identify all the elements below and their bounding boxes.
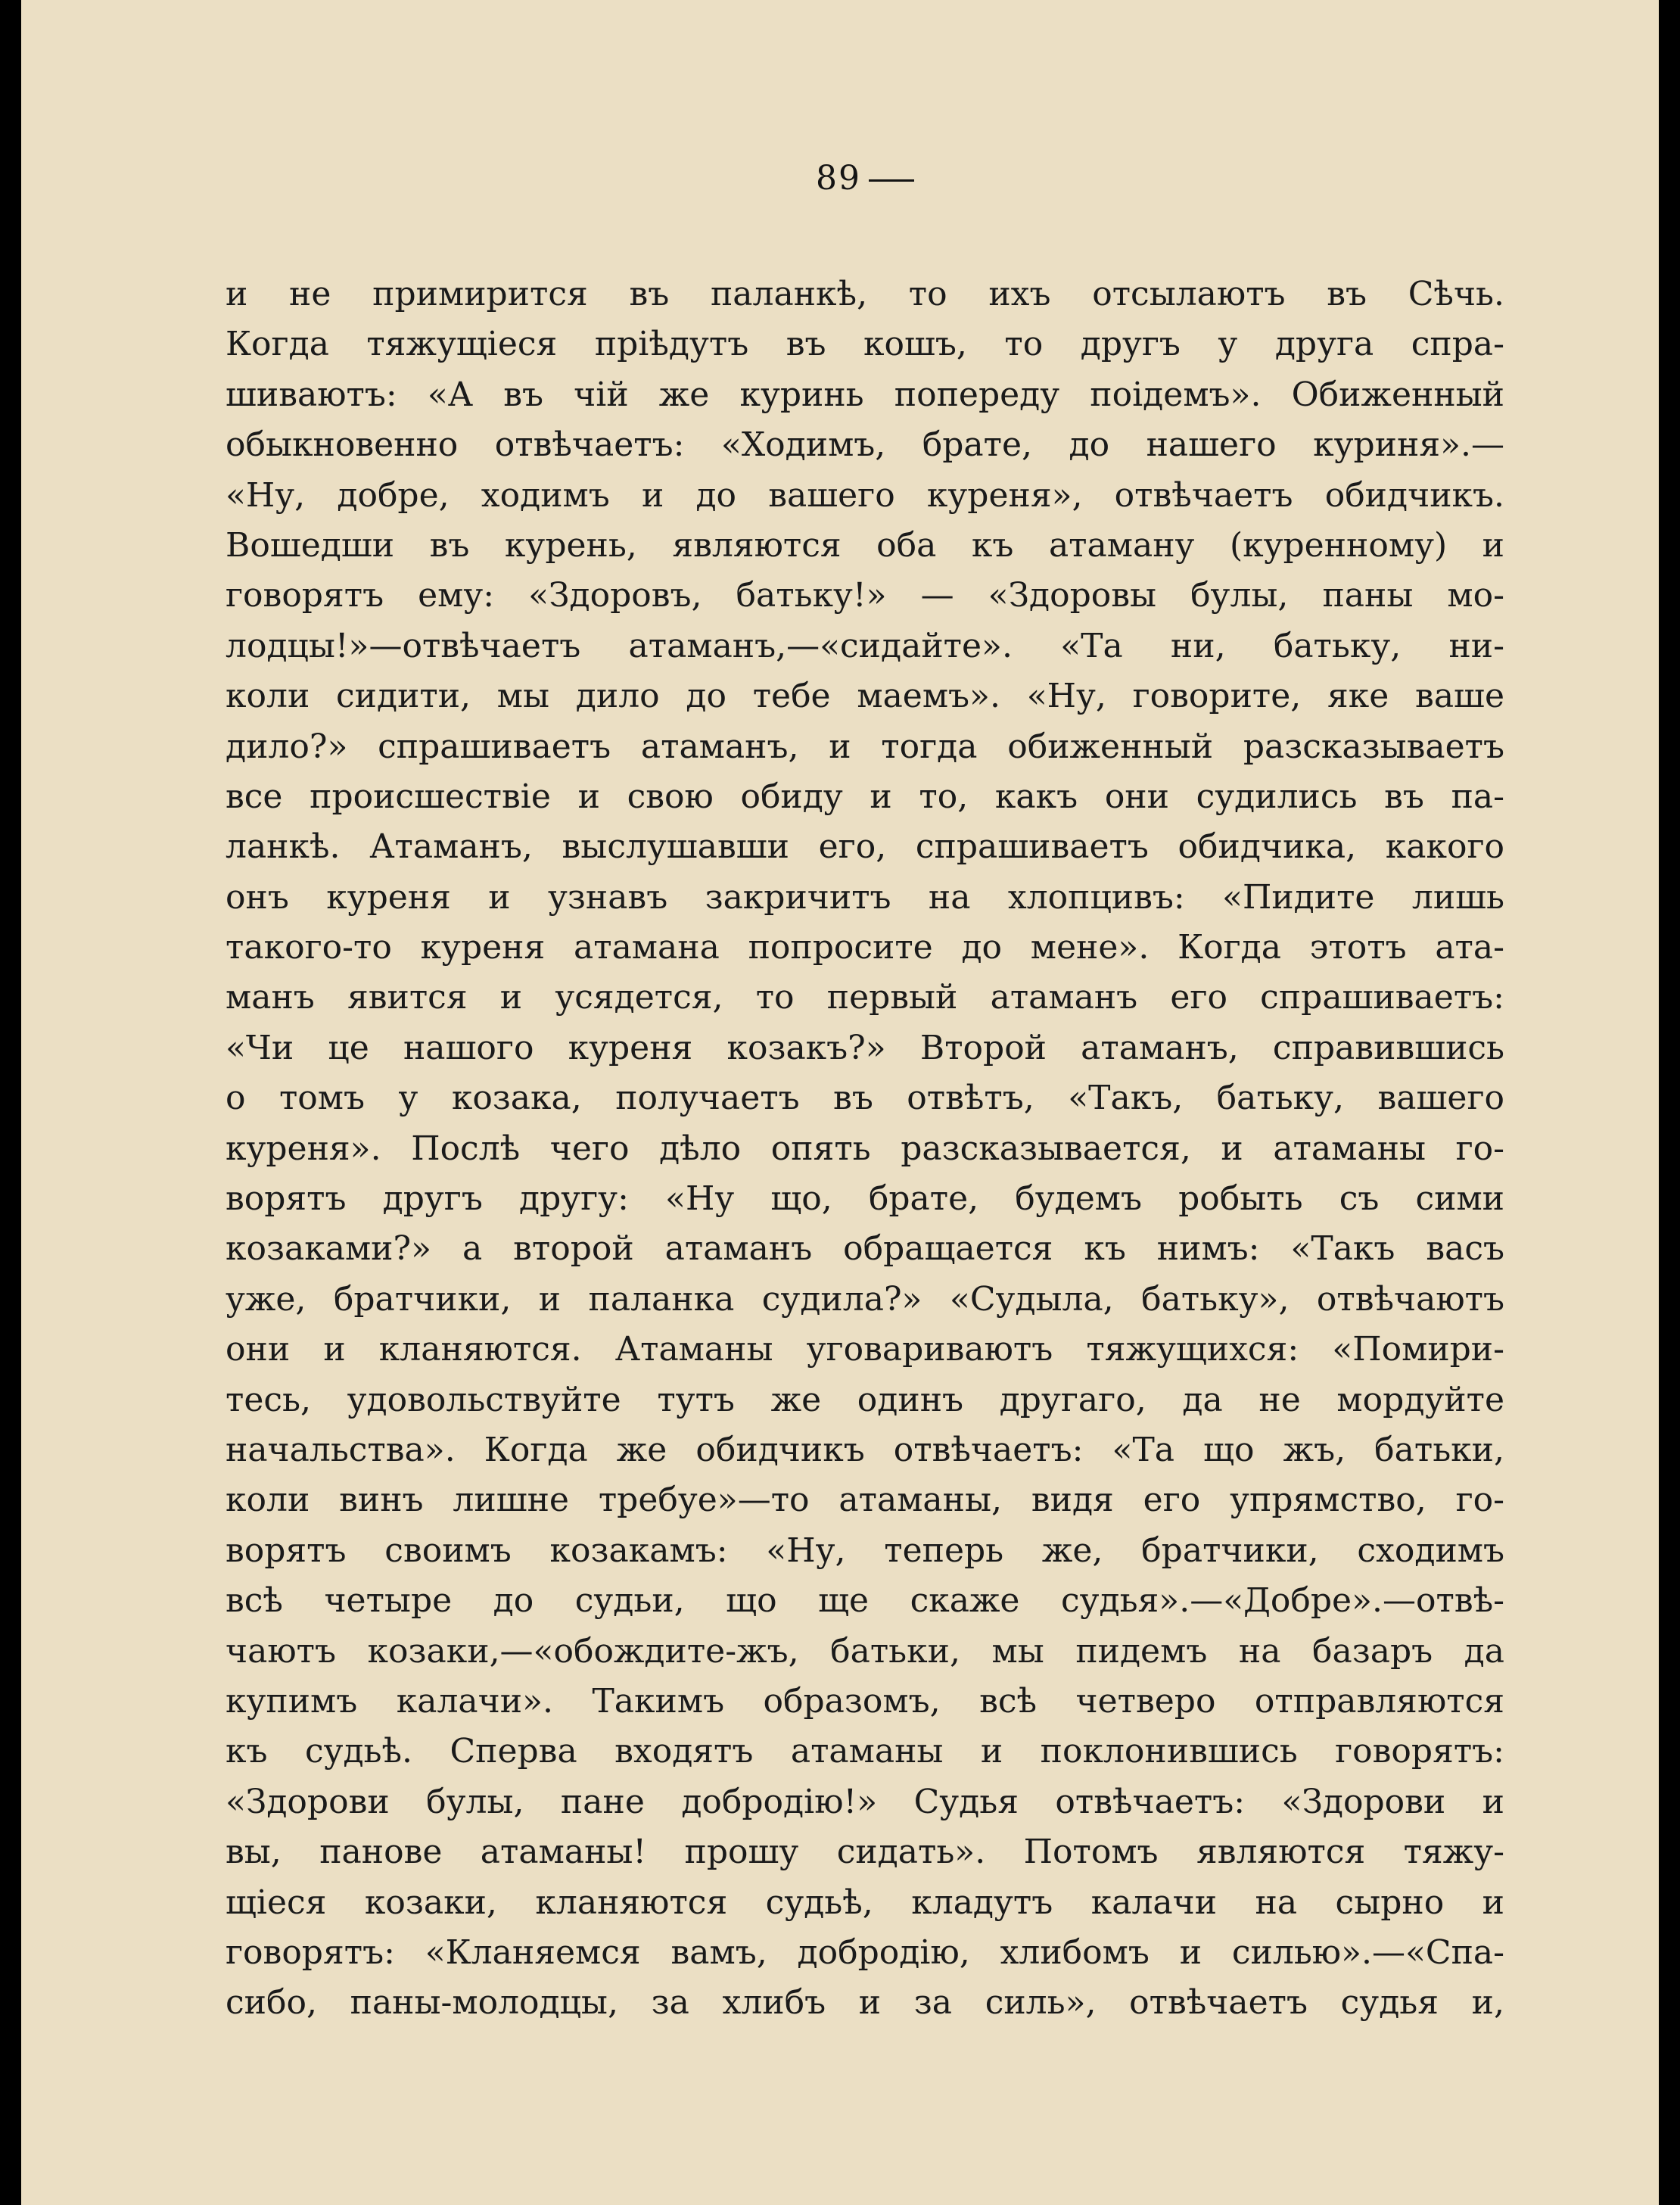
text-line: и не примирится въ паланкѣ, то ихъ отсылаютъ въ Сѣчь. [226, 275, 1504, 313]
text-line: онъ куреня и узнавъ закричитъ на хлопцивъ: «Пидите лишь [226, 877, 1504, 917]
text-line: они и кланяются. Атаманы уговариваютъ тяжущихся: «Помири- [226, 1330, 1504, 1369]
text-line: купимъ калачи». Такимъ образомъ, всѣ четверо отправляются [226, 1681, 1504, 1721]
text-line: чаютъ козаки,—«обождите-жъ, батьки, мы пидемъ на базаръ да [226, 1631, 1504, 1671]
book-page [21, 0, 1659, 2205]
text-line: «Чи це нашого куреня козакъ?» Второй атаманъ, справившись [226, 1028, 1504, 1067]
text-line: уже, братчики, и паланка судила?» «Судыла, батьку», отвѣчаютъ [226, 1279, 1504, 1319]
text-line: ворятъ другъ другу: «Ну що, брате, будемъ робыть съ сими [226, 1179, 1504, 1219]
text-line: вы, панове атаманы! прошу сидать». Потомъ являются тяжу- [226, 1833, 1504, 1872]
page-number [778, 159, 952, 198]
text-line: «Ну, добре, ходимъ и до вашего куреня», отвѣчаетъ обидчикъ. [226, 475, 1504, 515]
text-line: къ судьѣ. Сперва входятъ атаманы и поклонившись говорятъ: [226, 1732, 1504, 1771]
text-line: говорятъ: «Кланяемся вамъ, добродію, хлибомъ и силью».—«Спа- [226, 1932, 1504, 1972]
text-line: сибо, паны-молодцы, за хлибъ и за силь», отвѣчаетъ судья и, [226, 1983, 1504, 2023]
text-line: «Здорови булы, пане добродію!» Судья отвѣчаетъ: «Здорови и [226, 1782, 1504, 1821]
text-line: манъ явится и усядется, то первый атаманъ его спрашиваетъ: [226, 978, 1504, 1017]
text-line: Когда тяжущіеся пріѣдутъ въ кошъ, то другъ у друга спра- [226, 325, 1504, 364]
text-line: такого-то куреня атамана попросите до мене». Когда этотъ ата- [226, 928, 1504, 967]
page-number-dash [869, 179, 914, 182]
text-line: шиваютъ: «А въ чій же куринь попереду поідемъ». Обиженный [226, 375, 1504, 414]
text-line: коли винъ лишне требуе»—то атаманы, видя его упрямство, го- [226, 1481, 1504, 1520]
text-line: всѣ четыре до судьи, що ще скаже судья».—«Добре».—отвѣ- [226, 1581, 1504, 1621]
text-line: козаками?» а второй атаманъ обращается къ нимъ: «Такъ васъ [226, 1229, 1504, 1269]
text-line: все происшествіе и свою обиду и то, какъ они судились въ па- [226, 777, 1504, 816]
page-number-text: 89 [816, 159, 861, 198]
text-line: о томъ у козака, получаетъ въ отвѣтъ, «Такъ, батьку, вашего [226, 1079, 1504, 1118]
text-line: коли сидити, мы дило до тебе маемъ». «Ну, говорите, яке ваше [226, 677, 1504, 716]
text-line: щіеся козаки, кланяются судьѣ, кладутъ калачи на сырно и [226, 1883, 1504, 1922]
text-line: Вошедши въ курень, являются оба къ атаману (куренному) и [226, 525, 1504, 565]
text-line: дило?» спрашиваетъ атаманъ, и тогда обиженный разсказываетъ [226, 727, 1504, 766]
text-line: куреня». Послѣ чего дѣло опять разсказывается, и атаманы го- [226, 1129, 1504, 1168]
text-line: тесь, удовольствуйте тутъ же одинъ другаго, да не мордуйте [226, 1380, 1504, 1419]
text-line: обыкновенно отвѣчаетъ: «Ходимъ, брате, до нашего куриня».— [226, 425, 1504, 465]
text-line: ворятъ своимъ козакамъ: «Ну, теперь же, братчики, сходимъ [226, 1531, 1504, 1570]
text-line: ланкѣ. Атаманъ, выслушавши его, спрашиваетъ обидчика, какого [226, 827, 1504, 867]
text-line: начальства». Когда же обидчикъ отвѣчаетъ: «Та що жъ, батьки, [226, 1430, 1504, 1469]
text-line: говорятъ ему: «Здоровъ, батьку!» — «Здоровы булы, паны мо- [226, 576, 1504, 615]
body-text [226, 269, 1504, 2029]
text-line: лодцы!»—отвѣчаетъ атаманъ,—«сидайте». «Та ни, батьку, ни- [226, 626, 1504, 665]
